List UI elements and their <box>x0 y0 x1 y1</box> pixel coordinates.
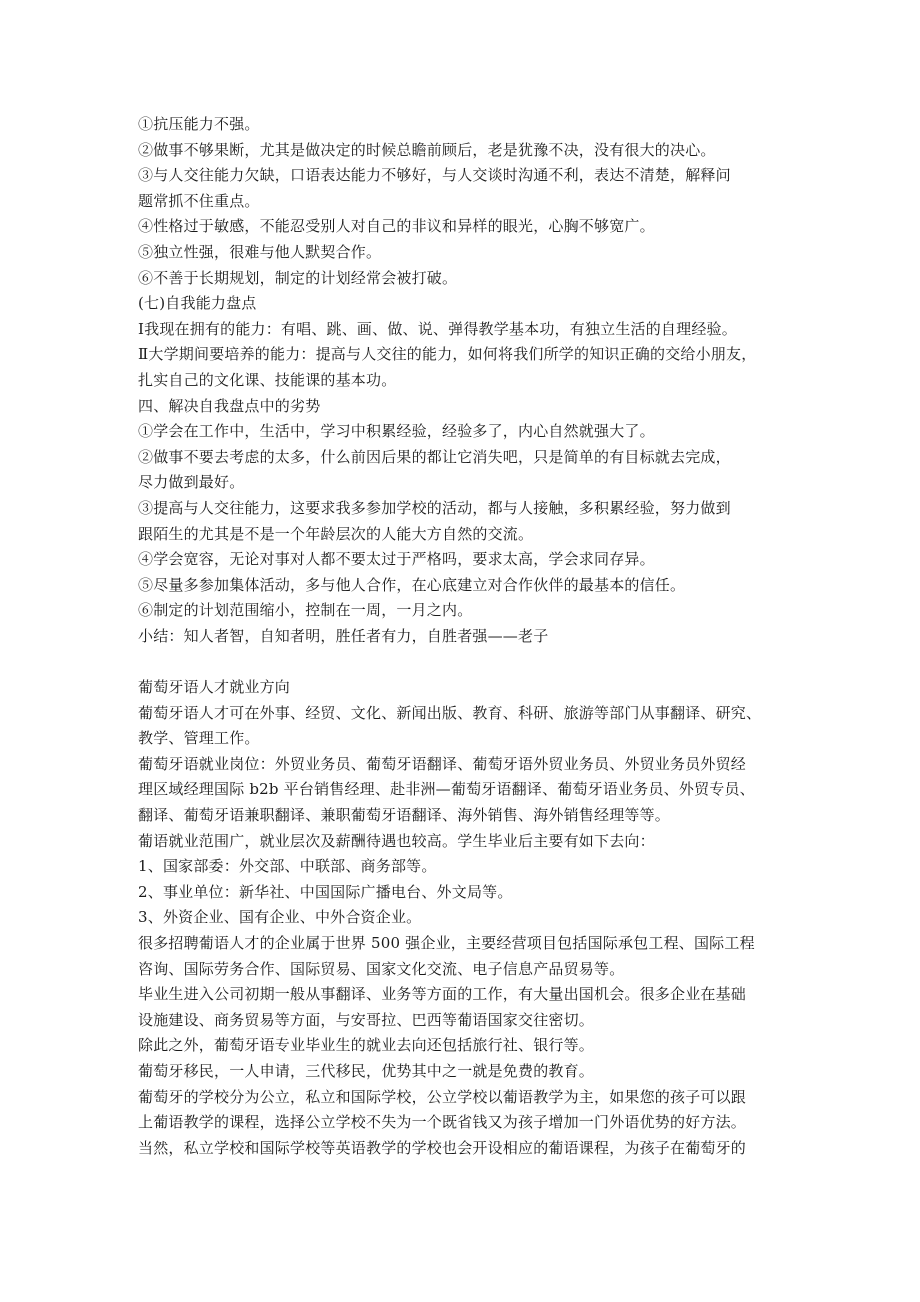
text-line: ⑤独立性强，很难与他人默契合作。 <box>138 242 382 261</box>
text-line: Ⅰ我现在拥有的能力：有唱、跳、画、做、说、弹得教学基本功，有独立生活的自理经验。 <box>138 319 737 338</box>
text-line: ⑥制定的计划范围缩小，控制在一周，一月之内。 <box>138 601 473 620</box>
text-line: 四、解决自我盘点中的劣势 <box>138 396 321 415</box>
text-line: ③与人交往能力欠缺，口语表达能力不够好，与人交谈时沟通不利，表达不清楚，解释问 <box>138 166 731 185</box>
text-line: 2、事业单位：新华社、中国国际广播电台、外文局等。 <box>138 882 513 901</box>
text-line: 葡萄牙语就业岗位：外贸业务员、葡萄牙语翻译、葡萄牙语外贸业务员、外贸业务员外贸经 <box>138 754 747 773</box>
text-line: 葡语就业范围广，就业层次及薪酬待遇也较高。学生毕业后主要有如下去向： <box>138 831 655 850</box>
text-line: 上葡语教学的课程，选择公立学校不失为一个既省钱又为孩子增加一门外语优势的好方法。 <box>138 1113 747 1132</box>
text-line: ②做事不够果断，尤其是做决定的时候总瞻前顾后，老是犹豫不决，没有很大的决心。 <box>138 140 716 159</box>
text-line: 葡萄牙语人才就业方向 <box>138 678 291 697</box>
text-line: 跟陌生的尤其是不是一个年龄层次的人能大方自然的交流。 <box>138 524 534 543</box>
text-line: 当然，私立学校和国际学校等英语教学的学校也会开设相应的葡语课程，为孩子在葡萄牙的 <box>138 1138 747 1157</box>
blank-line <box>138 649 798 675</box>
text-line: 理区域经理国际 b2b 平台销售经理、赴非洲—葡萄牙语翻译、葡萄牙语业务员、外贸专员、 <box>138 780 755 799</box>
text-line: 扎实自己的文化课、技能课的基本功。 <box>138 370 397 389</box>
text-line: 葡萄牙语人才可在外事、经贸、文化、新闻出版、教育、科研、旅游等部门从事翻译、研究、 <box>138 703 762 722</box>
text-line: 毕业生进入公司初期一般从事翻译、业务等方面的工作，有大量出国机会。很多企业在基础 <box>138 985 747 1004</box>
text-line: ④学会宽容，无论对事对人都不要太过于严格吗，要求太高，学会求同存异。 <box>138 550 655 569</box>
text-line: Ⅱ大学期间要培养的能力：提高与人交往的能力，如何将我们所学的知识正确的交给小朋友， <box>138 345 757 364</box>
text-line: 3、外资企业、国有企业、中外合资企业。 <box>138 908 422 927</box>
text-line: (七)自我能力盘点 <box>138 294 257 313</box>
text-line: 小结：知人者智，自知者明，胜任者有力，自胜者强——老子 <box>138 626 549 645</box>
text-line: ②做事不要去考虑的太多，什么前因后果的都让它消失吧，只是简单的有目标就去完成， <box>138 447 731 466</box>
text-line: ③提高与人交往能力，这要求我多参加学校的活动，都与人接触，多积累经验，努力做到 <box>138 498 731 517</box>
text-line: 题常抓不住重点。 <box>138 191 260 210</box>
text-line: 尽力做到最好。 <box>138 473 245 492</box>
text-line: 葡萄牙的学校分为公立，私立和国际学校，公立学校以葡语教学为主，如果您的孩子可以跟 <box>138 1087 747 1106</box>
text-line: 设施建设、商务贸易等方面，与安哥拉、巴西等葡语国家交往密切。 <box>138 1010 595 1029</box>
text-line: 葡萄牙移民，一人申请，三代移民，优势其中之一就是免费的教育。 <box>138 1061 595 1080</box>
text-line: 咨询、国际劳务合作、国际贸易、国家文化交流、电子信息产品贸易等。 <box>138 959 625 978</box>
text-line: ①抗压能力不强。 <box>138 115 260 133</box>
text-line: 翻译、葡萄牙语兼职翻译、兼职葡萄牙语翻译、海外销售、海外销售经理等等。 <box>138 806 671 825</box>
text-line: 除此之外，葡萄牙语专业毕业生的就业去向还包括旅行社、银行等。 <box>138 1036 595 1055</box>
text-line: ①学会在工作中，生活中，学习中积累经验，经验多了，内心自然就强大了。 <box>138 422 655 441</box>
text-line: 1、国家部委：外交部、中联部、商务部等。 <box>138 857 437 876</box>
text-line: ⑤尽量多参加集体活动，多与他人合作，在心底建立对合作伙伴的最基本的信任。 <box>138 575 686 594</box>
text-line: 很多招聘葡语人才的企业属于世界 500 强企业，主要经营项目包括国际承包工程、国际工程 <box>138 934 755 952</box>
text-line: ⑥不善于长期规划，制定的计划经常会被打破。 <box>138 268 458 287</box>
text-line: 教学、管理工作。 <box>138 729 260 748</box>
text-line: ④性格过于敏感，不能忍受别人对自己的非议和异样的眼光，心胸不够宽广。 <box>138 217 655 236</box>
document-body <box>138 112 798 1161</box>
